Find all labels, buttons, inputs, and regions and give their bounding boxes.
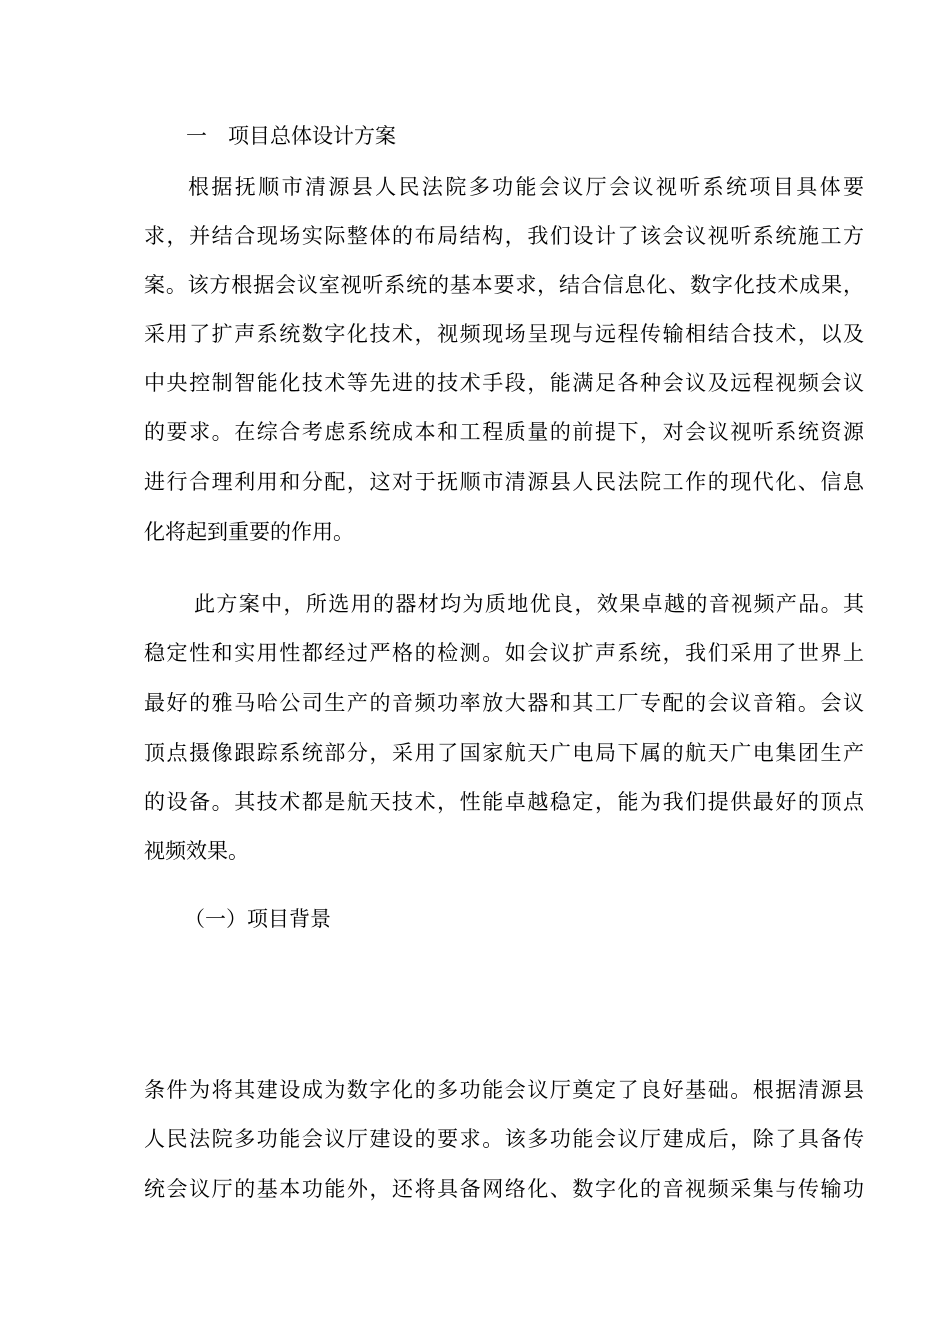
- paragraph-1-line-5: 中央控制智能化技术等先进的技术手段，能满足各种会议及远程视频会议: [144, 371, 864, 395]
- paragraph-2-line-2: 稳定性和实用性都经过严格的检测。如会议扩声系统，我们采用了世界上: [144, 641, 864, 665]
- paragraph-2-line-3: 最好的雅马哈公司生产的音频功率放大器和其工厂专配的会议音箱。会议: [144, 691, 864, 715]
- paragraph-1-line-2: 求，并结合现场实际整体的布局结构，我们设计了该会议视听系统施工方: [144, 224, 864, 248]
- paragraph-3-line-3: 条件为将其建设成为数字化的多功能会议厅奠定了良好基础。根据清源县: [144, 1078, 864, 1102]
- paragraph-1-line-7: 进行合理利用和分配，这对于抚顺市清源县人民法院工作的现代化、信息: [144, 470, 864, 494]
- paragraph-2-line-6: 视频效果。: [144, 839, 249, 863]
- subsection-heading: （一）项目背景: [184, 907, 331, 931]
- section-heading: 一 项目总体设计方案: [186, 124, 396, 148]
- paragraph-1-line-1: 根据抚顺市清源县人民法院多功能会议厅会议视听系统项目具体要: [188, 175, 864, 199]
- paragraph-2-line-5: 的设备。其技术都是航天技术，性能卓越稳定，能为我们提供最好的顶点: [144, 790, 864, 814]
- paragraph-2-line-1: 此方案中，所选用的器材均为质地优良，效果卓越的音视频产品。其: [194, 592, 864, 616]
- paragraph-1-line-8: 化将起到重要的作用。: [144, 520, 354, 544]
- paragraph-3-line-4: 人民法院多功能会议厅建设的要求。该多功能会议厅建成后，除了具备传: [144, 1127, 864, 1151]
- paragraph-2-line-4: 顶点摄像跟踪系统部分，采用了国家航天广电局下属的航天广电集团生产: [144, 741, 864, 765]
- paragraph-1-line-6: 的要求。在综合考虑系统成本和工程质量的前提下，对会议视听系统资源: [144, 420, 864, 444]
- paragraph-3-line-5: 统会议厅的基本功能外，还将具备网络化、数字化的音视频采集与传输功: [144, 1177, 864, 1201]
- paragraph-1-line-3: 案。该方根据会议室视听系统的基本要求，结合信息化、数字化技术成果，: [144, 273, 864, 297]
- paragraph-1-line-4: 采用了扩声系统数字化技术，视频现场呈现与远程传输相结合技术，以及: [144, 322, 864, 346]
